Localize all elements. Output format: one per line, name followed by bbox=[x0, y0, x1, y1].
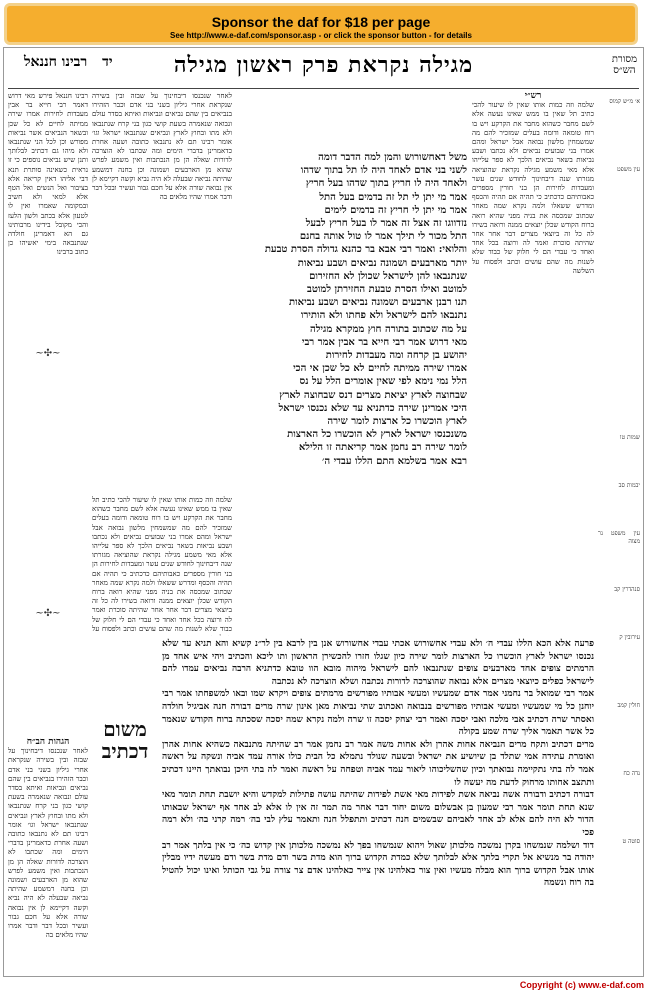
gemara-line: משנכנסו ישראל לארץ לא הוכשרו כל הארצות bbox=[287, 429, 467, 441]
left-commentary-title: רבינו חננאל bbox=[24, 54, 88, 70]
sponsor-banner[interactable] bbox=[4, 3, 638, 45]
gemara-line: יותר מארבעים ושמונה נביאים ושבע נביאות bbox=[297, 257, 467, 269]
tosafot-text: לאחר שנכנסו דיבחינוך על שבזה ובין בשירה שנקראת אחרי גיליון בשני בני אדם וכבר הזהירו בנביאים בין שהם נביאים ונביאות ואיתא בסדר עולם ונבואה שנאמרה בשעת קושי כגון בני קרח שנתנבאו ולא מתו ובחוץ לארץ ונביאים שנתנבאו ישראל וגו׳ אומר רבינו תם לא נתנבאו כתובה ושעה אחרת כדאמרינן בדברי הימים ומה שכתבו לא הוצרכה לדורות שאלה הן מן הנכתבות ואין משמע לפרש שהוא מן הארבעים ושמונה וכן בחנה דמשמע שהיתה נביאה שבעלה לא היה נביא וקשה דקיימא לן אין נבואה שורה אלא על חכם גבור ועשיר ובכל דבר ודבר אמרו שהיו מלאים בה bbox=[92, 92, 232, 202]
copyright-notice[interactable]: Copyright (c) www.e-daf.com bbox=[519, 980, 644, 990]
gemara-paragraph: דוד ושלמה שנמשחו בקרן נמשכה מלכותן שאול ויהוא שנמשחו בפך לא נמשכה מלכותן אין קדוש כה׳ כי אין בלתך אמר רב יהודה בר מנשיא אל תקרי בלתך אלא לבלותך שלא כמדת הקדוש ברוך הוא מדת בשר ודם מדת בשר ודם מעשה ידיו מבלין אותו אבל הקדוש ברוך הוא מבלה מעשיו ואין צור כאלהינו אין צייר כאלהינו אדם צר צורה על גבי הכותל ואינו יכול להטיל בה רוח ונשמה bbox=[162, 840, 594, 889]
margin-ref: עין משפט נר מצוה bbox=[598, 530, 640, 545]
gemara-line: יהושע בן קרחה ומה מעבדות לחירות bbox=[325, 350, 467, 362]
margin-ref: סנהדרין קב bbox=[614, 586, 640, 593]
margin-ref: סוטה ט bbox=[622, 838, 640, 845]
rashi-text-continued: שלמה וזה כמות אותו שאין לו שיעור להכי כתיב תל שאין בו ממש שאינו נעשה אלא לשם מחבר כשהוא מחבר את הקרקע ויש בו רוח טומאה ודומה בעלים שמזכיר להם מה שמשמחין מלשון נבואה אבל ישראל ומהם אמרו בני שבועים נביאים ולא נכתבו ושבע נביאות בשאר נביאים הלכך לא ספר עלייהו אלא מאי משמע מגילה נקראת שהוציאה מגזרתו שנה דיבחינוך לחודש שנים עשר ומעבדות לחירות הן בני חורין מספרים כאבותיהם כדכתיב כי תהיה אם תהיה והכסף ומדרש ששאלו ולמה נקרא שמה מאחר שכתוב שמכסה את בניה מפני שהיא רואה ברוח הקודש שכלן יוצאים ממנה ורואה בשירו לה כל זה ביוצאי מצרים דבר אחר אחר שהיתה סוכרת ואמר לה ורוצה בכל אחד ואחד כי עבדי הם לי חלוק של כבוד שלא לשנות מה שהם עושים וכתב ולפסוח על bbox=[92, 496, 232, 633]
masoret-label-line2: הש״ס bbox=[613, 65, 636, 76]
rashi-title: רש״י bbox=[524, 92, 542, 101]
lower-left-commentary bbox=[92, 648, 158, 968]
gemara-line: התל מכור לי תילך אמר לו טול אותה בחנם bbox=[299, 231, 467, 243]
ornament-divider: ~✣~ bbox=[35, 608, 61, 619]
rashi-text: שלמה וזה כמות אותו שאין לו שיעור להכי כתיב תל שאין בו ממש שאינו נעשה אלא לשם מחבר כשהוא מחבר את הקרקע ויש בו רוח טומאה ודומה בעלים שמזכיר להם מה שמשמחין מלשון נבואה אבל ישראל ומהם אמרו בני שבועים נביאים ולא נכתבו ושבע נביאות בשאר נביאים הלכך לא ספר עלייהו אלא מאי משמע מגילה נקראת שהוציאה מגזרתו שנה דיבחינוך לחודש שנים עשר ומעבדות לחירות הן בני חורין מספרים כאבותיהם כדכתיב כי תהיה אם תהיה והכסף ומדרש ששאלו ולמה נקרא שמה מאחר שכתוב שמכסה את בניה מפני שהיא רואה ברוח הקודש שכלן יוצאים ממנה ורואה בשירו לה כל זה ביוצאי מצרים דבר אחר אחר שהיתה סוכרת ואמר לה ורוצה בכל אחד ואחד כי עבדי הם לי חלוק של כבוד שלא לשנות מה שהם עושים וכתב ולפסוח על השלשה bbox=[472, 101, 594, 275]
sponsor-banner-title[interactable]: Sponsor the daf for $18 per page bbox=[211, 14, 431, 30]
page-title: מגילה נקראת פרק ראשון מגילה bbox=[173, 52, 474, 78]
page-header bbox=[4, 48, 643, 88]
gemara-line: והלואי: ואמר רבי אבא בר כהנא גדולה הסרת טבעת bbox=[264, 244, 467, 256]
margin-ref: עין משפט bbox=[617, 166, 640, 173]
gemara-line: שנתנבאו להן לישראל שכולן לא החזירום bbox=[309, 270, 467, 282]
rabbeinu-chananel-column bbox=[8, 92, 88, 732]
hagahot-text: לאחר שנכנסו דיבחינוך על שבזה ובין בשירה שנקראת אחרי גיליון בשני בני אדם וכבר הזהירו בנביאים בין שהם נביאים ונביאות ואיתא בסדר עולם ונבואה שנאמרה בשעת קושי כגון בני קרח שנתנבאו ולא מתו ובחוץ לארץ ונביאים שנתנבאו ישראל וגו׳ אומר רבינו תם לא נתנבאו כתובה ושעה אחרת כדאמרינן בדברי הימים ומה שכתבו לא הוצרכה לדורות שאלה הן מן הנכתבות ואין משמע לפרש שהוא מן הארבעים ושמונה וכן בחנה דמשמע שהיתה נביאה שבעלה לא היה נביא וקשה דקיימא לן אין נבואה שורה אלא על חכם גבור ועשיר ובכל דבר ודבר אמרו שהיו מלאים בה bbox=[8, 747, 88, 940]
gemara-line: נתנבאו להם לישראל ולא פחתו ולא הותירו bbox=[300, 310, 467, 322]
margin-ref: יבמות סב bbox=[618, 482, 640, 489]
masoret-label-line1: מסורת bbox=[611, 54, 637, 65]
gemara-line: משל דאחשורוש והמן למה הדבר דומה bbox=[318, 152, 467, 163]
tosafot-column-continued bbox=[92, 496, 232, 636]
gemara-line: הלל נמי נימא לפי שאין אומרים הלל על נס bbox=[299, 376, 467, 388]
masoret-hashas-margin bbox=[598, 92, 640, 972]
folio-header bbox=[14, 54, 113, 71]
gemara-line: נזדווגו זה אצל זה אמר לו בעל חריץ לבעל bbox=[305, 218, 467, 230]
gemara-line: על מה שכתוב בתורה חוץ ממקרא מגילה bbox=[310, 323, 467, 335]
tosafot-column bbox=[92, 92, 232, 492]
hagahot-column bbox=[8, 738, 88, 968]
sponsor-banner-subtitle[interactable]: See http://www.e-daf.com/sponsor.asp - or click the sponsor button - for details bbox=[170, 31, 472, 40]
margin-ref: נדה כח bbox=[623, 770, 640, 777]
gemara-paragraph: אמר רבי שמואל בר נחמני אמר אדם שמעשיו ומעשי אבותיו מפורשים מרמתים צופים ויקרא שמו ובאו למשפחתו אמר רבי יוחנן כל מי שמעשיו ומעשי אבותיו מפורשים בנבואה ואכתוב שתי נביאות מאן אינון שרה מרים דבורה חנה אביגיל חולדה ואסתר שרה דכתיב אבי מלכה ואבי יסכה ואמר רבי יצחק יסכה זו שרה ולמה נקרא שמה יסכה שסכתה ברוח הקודש שנאמר כל אשר תאמר אליך שרה שמע בקולה bbox=[162, 689, 594, 738]
hagahot-title: הגהות הב״ח bbox=[26, 738, 70, 747]
gemara-line: רבא אמר בשלמא התם הללו עבדי ה׳ bbox=[322, 455, 467, 467]
gemara-center-block bbox=[237, 151, 467, 571]
margin-ref: א׳ מ״ש קמוס bbox=[609, 98, 640, 105]
folio-number: יד bbox=[102, 54, 113, 70]
catchword-dichtiv: דכתיב bbox=[101, 739, 149, 763]
gemara-line: לומר שירה רב נחמן אמר קריאתה זו הלילא bbox=[298, 442, 467, 454]
gemara-paragraph: פרעה אלא הכא הללו עבדי ה׳ ולא עבדי אחשורוש אכתי עבדי אחשורוש אנן בין לרבא בין לר״נ קשיא והא תניא עד שלא נכנסו ישראל לארץ הוכשרו כל הארצות לומר שירה כיון שגלו חזרו להכשירן הראשון ותו ליכא והכתיב ויהי איש אחד מן הרמתים צופים אחד מארבעים צופים שנתנבאו להם לישראל מיהוה מובא הוו טובא כדתניא הרבה נביאים עמדו להם לישראל כפלים כיוצאי מצרים אלא נבואה שהוצרכה לדורות נכתבה ושלא הוצרכה לא נכתבה bbox=[162, 639, 594, 687]
talmud-page bbox=[3, 47, 644, 977]
margin-ref: עירובין ק bbox=[619, 634, 640, 641]
gemara-line: ולאחד היה לו חריץ בתוך שדהו בעל חריץ bbox=[305, 178, 467, 190]
gemara-line: אמר מי יתן לי תל זה בדמים בעל התל bbox=[319, 191, 467, 203]
gemara-line: לשני בני אדם לאחד היה לו תל בתוך שדהו bbox=[300, 165, 467, 177]
gemara-line: אמר מי יתן לי חריץ זה בדמים לימים bbox=[324, 204, 467, 216]
gemara-line: היכי אמרינן שירה כדתניא עד שלא נכנסו ישראל bbox=[278, 402, 467, 414]
catchword-mishum: משום bbox=[103, 717, 147, 741]
ornament-divider: ~✣~ bbox=[35, 348, 61, 359]
gemara-line: לארץ הוכשרו כל ארצות לומר שירה bbox=[327, 416, 467, 428]
gemara-line: שבחוצה לארץ יציאת מצרים דנס שבחוצה לארץ bbox=[279, 389, 467, 401]
gemara-wide-block bbox=[162, 638, 594, 968]
margin-ref: חולין קמב bbox=[617, 702, 640, 709]
rashi-column bbox=[472, 92, 594, 632]
gemara-line: תנו רבנן ארבעים ושמונה נביאים ושבע נביאות bbox=[289, 297, 467, 309]
header-rule bbox=[8, 88, 639, 89]
gemara-line: למוטב ואילו הסרת טבעת החזירתן למוטב bbox=[307, 284, 467, 296]
gemara-line: מאי דרוש אמר רבי חייא בר אבין אמר רבי bbox=[301, 336, 467, 348]
rabbeinu-chananel-text: רבינו חננאל פירש מאי דרוש דאמר רבי חייא בר אבין מעבדות לחירות אמרו שירה ממיתה לחיים לא כל שכן ובשאר הנביאים אשר נביאות מפורש וכן לכל הני שנתנבאו ולא מיהו גם דכתיב לבלותך ותנן שיש נביאים נוספים כי זו נראית כשאינה סותרת תנא דבי אליהו דאין קריאה אלא בציבור ואל הנשים ואל הטף אלא למאי ולא חשיב ובמקומה שאמרו ואין לו לטעון אלא בכתב ולשון הלעז והכי מקובל בידינו מרבותינו גם הא דאמרינן חולדה שנתנבאה בימי יאשיהו כן כתוב ברבינו bbox=[8, 92, 88, 257]
gemara-paragraph: מרים דכתיב ותקח מרים הנביאה אחות אהרן ולא אחות משה אמר רב נחמן אמר רב שהיתה מתנבאה כשהיא אחות אהרן ואומרת עתידה אמי שתלד בן שיושיע את ישראל ובשעה שנולד נתמלא כל הבית כולו אורה עמד אביה ונשקה על ראשה אמר לה בתי נתקיימה נבואתך וכיון שהשליכוהו ליאור עמד אביה וטפחה על ראשה ואמר לה בתי היכן נבואתך היינו דכתיב ותתצב אחותו מרחוק לדעת מה יעשה לו bbox=[162, 739, 594, 788]
margin-ref: שמות טו bbox=[619, 434, 640, 441]
gemara-paragraph: דבורה דכתיב ודבורה אשה נביאה אשת לפידות מאי אשת לפידות שהיתה עושה פתילות למקדש והיא יושבת תחת תומר מאי שנא תחת תומר אמר רבי שמעון בן אבשלום משום יחוד דבר אחר מה תמר זה אין לו אלא לב אחד אף ישראל שבאותו הדור לא היה להם אלא לב אחד לאביהם שבשמים חנה דכתיב ותתפלל חנה ותאמר עלץ לבי בה׳ רמה קרני בה׳ ולא רמה פכי bbox=[162, 790, 594, 838]
gemara-line: אמרו שירה ממיתה לחיים לא כל שכן אי הכי bbox=[293, 363, 467, 375]
